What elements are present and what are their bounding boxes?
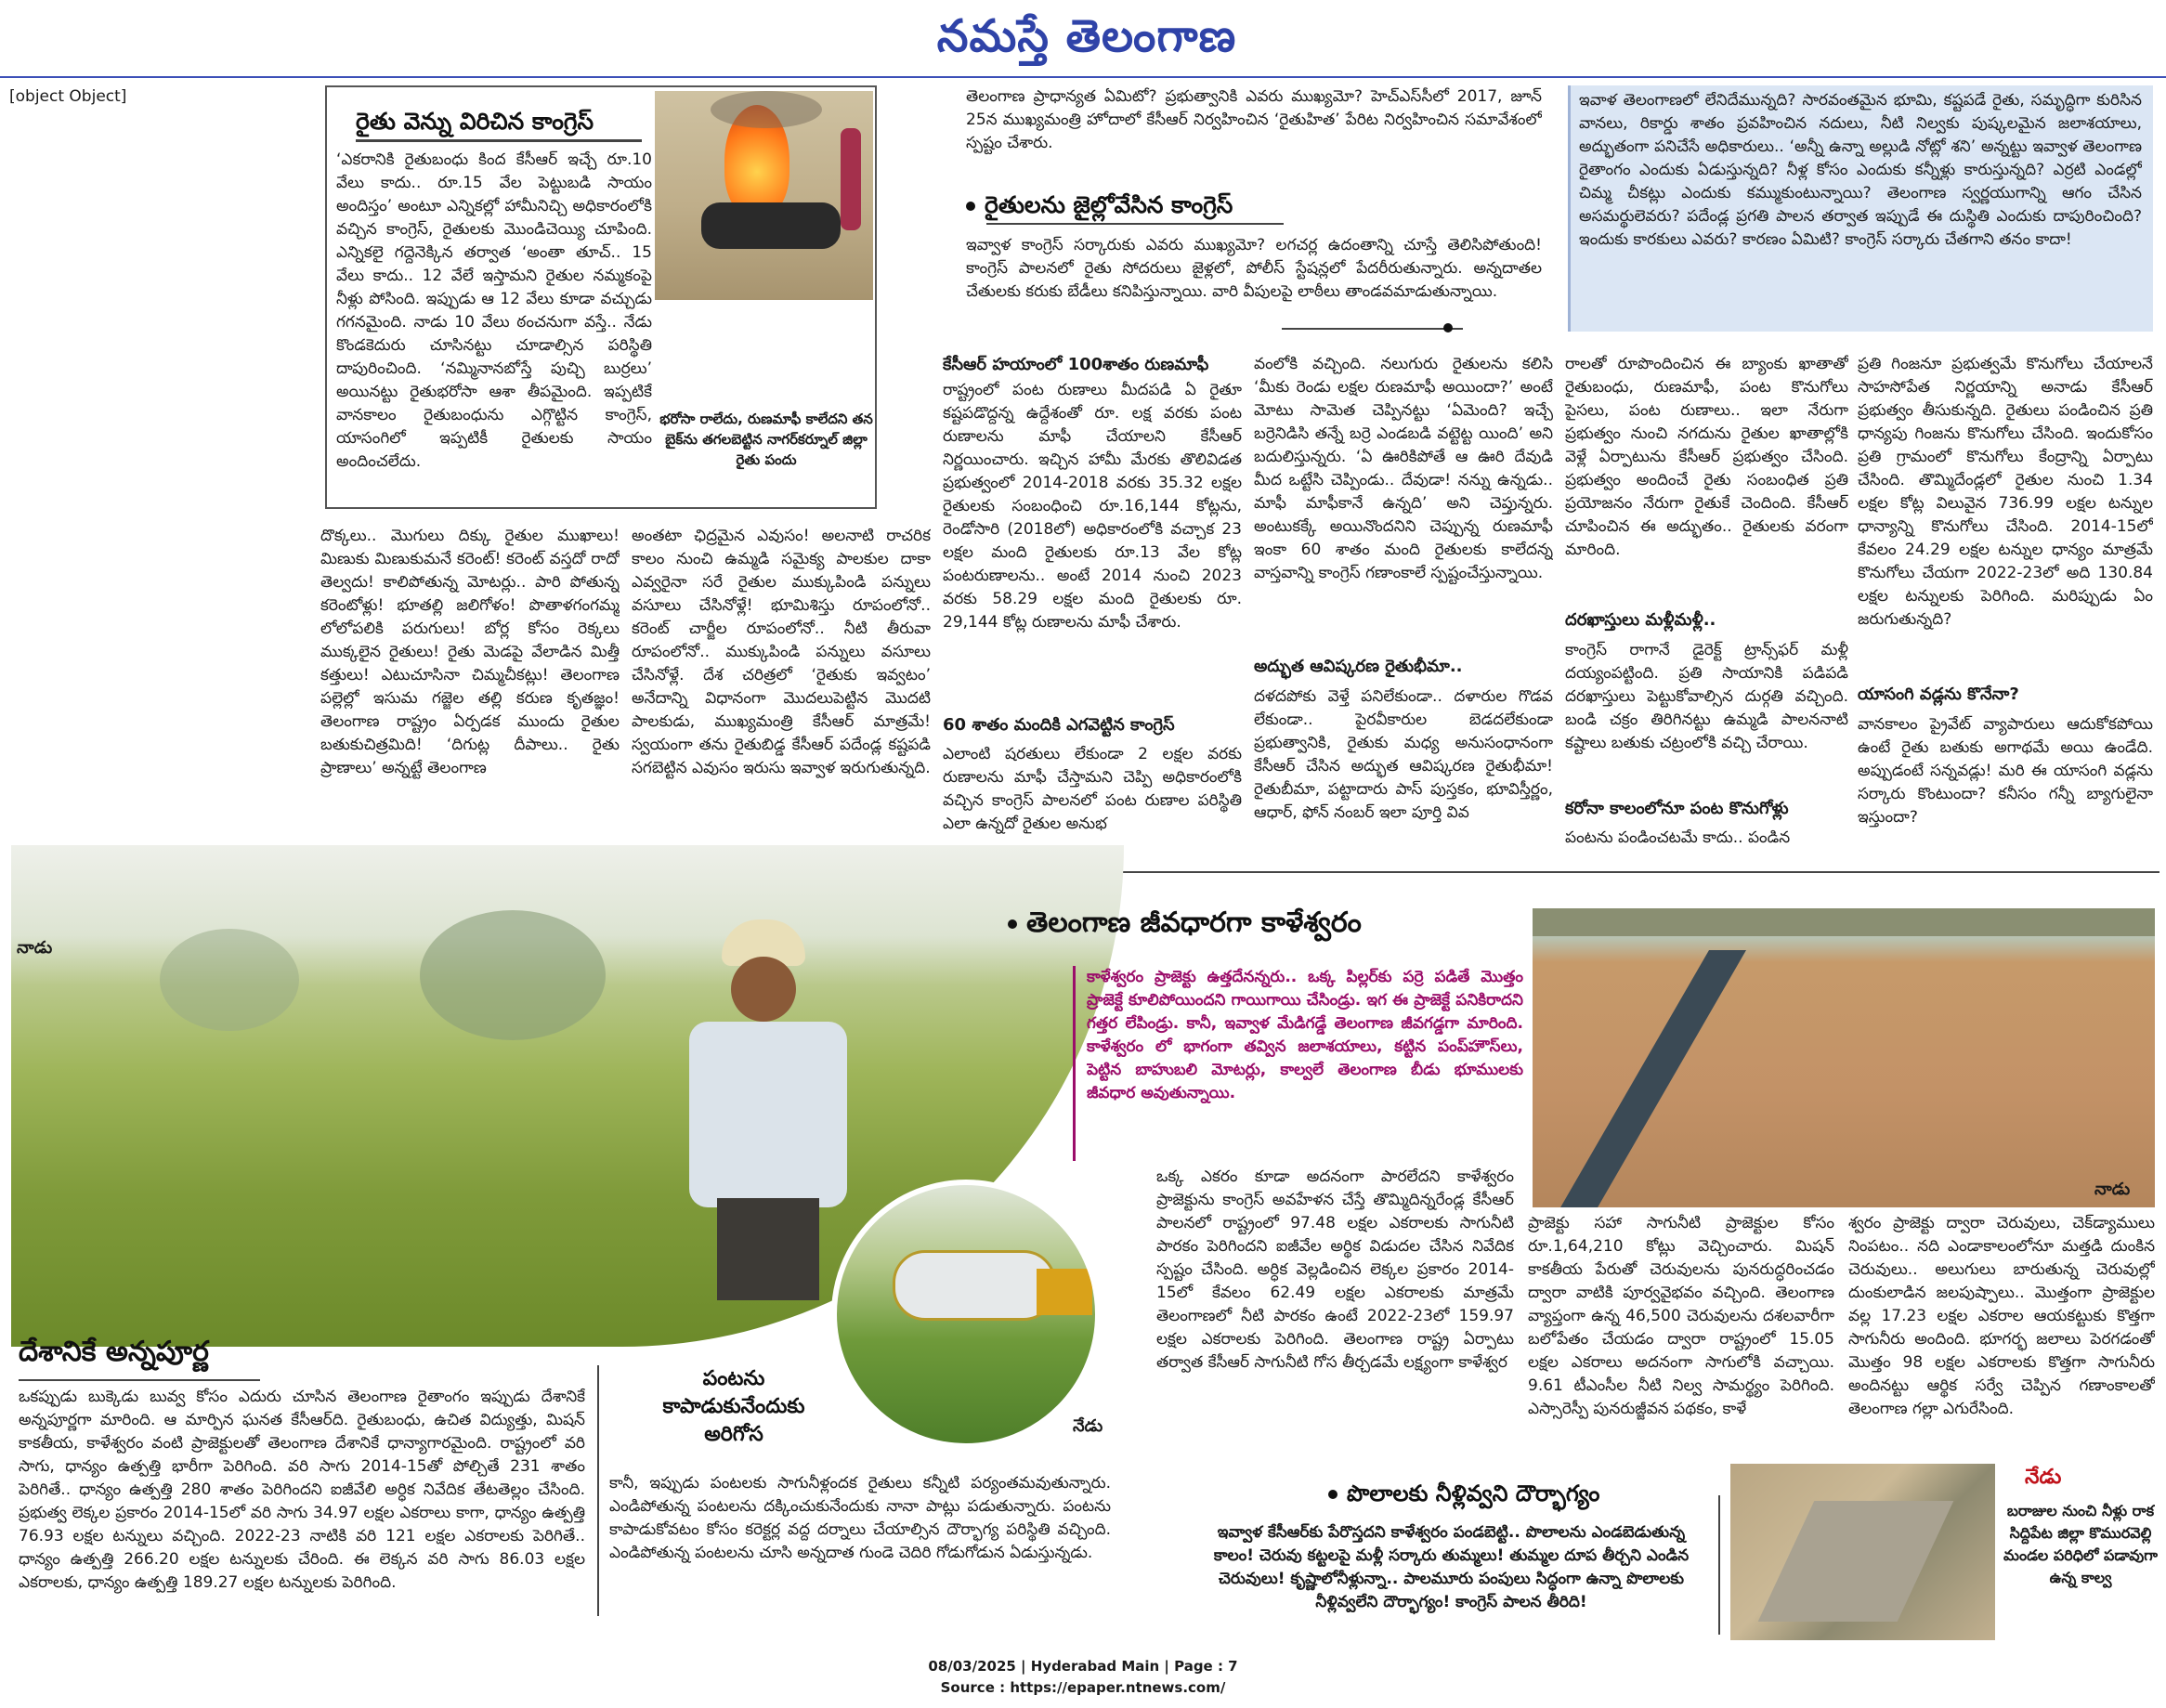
bullet-icon: [966, 202, 975, 211]
story2-end-dot: [1443, 323, 1453, 332]
mid-col4-heading: అద్భుత ఆవిష్కరణ రైతుభీమా..: [1254, 657, 1463, 676]
mid-column-6b: వానకాలం ప్రైవేట్ వ్యాపారులు ఆదుకోకపోయి ఉంటే రైతు బతుకు అగాథమే అయి ఉండేది. అప్పుడంటే సన్నవడ్లు! మరి ఈ యాసంగి వడ్లను సర్కారు కొంటుందా? కనీసం గన్నీ బ్యాగులైనా ఇస్తుందా?: [1858, 715, 2153, 827]
mid-col5-heading-2: కరోనా కాలంలోనూ పంట కొనుగోళ్లు: [1565, 799, 1789, 818]
story1-headline: రైతు వెన్ను విరిచిన కాంగ్రెస్: [356, 108, 594, 135]
story1-body: ‘ఎకరానికి రైతుబంధు కింద కేసీఆర్ ఇచ్చే రూ.10 వేలు కాదు.. రూ.15 వేల పెట్టుబడి సాయం అందిస్తం’ అంటూ ఎన్నికల్లో హామీనిచ్చి అధికారంలోకి వచ్చిన కాంగ్రెస్, రైతులకు మొండిచెయ్యి చూపింది. ఎన్నికలై గద్దెనెక్కిన తర్వాత ‘అంతా తూచ్.. 15 వేలు కాదు.. 12 వేలే ఇస్తామని రైతుల నమ్మకంపై నీళ్లు పోసింది. ఇప్పుడు ఆ 12 వేలు కూడా వచ్చుడు గగనమైంది. నాడు 10 వేలు ఠంచనుగా వస్తే.. నేడు కొండకెదురు చూసినట్టు చూడాల్సిన పరిస్థితి దాపురించింది. ‘నమ్మినానబోస్తే పుచ్చి బుర్రలు’ అయినట్టు రైతుభరోసా ఆశా తీపమైంది. ఇప్పటికే వానకాలం రైతుబంధును ఎగ్గొట్టిన కాంగ్రెస్, యాసంగిలో ఇప్పటికీ రైతులకు సాయం అందించలేదు.: [336, 150, 652, 471]
footer-source: Source : https://epaper.ntnews.com/: [940, 1679, 1226, 1696]
bullet-icon: [1328, 1490, 1337, 1499]
fields-water-body: ఇవ్వాళ కేసీఆర్‌కు పేరొస్తదని కాళేశ్వరం పండబెట్టి.. పొలాలను ఎండబెడుతున్న కాలం! చెరువు కట్టలపై మళ్లీ సర్కారు తుమ్మలు! తుమ్మల దూప తీర్చని ఎండిన చెరువులు! కృష్ణాలోనీళ్లున్నా.. పాలమూరు పంపులు సిద్ధంగా ఉన్నా పొలాలకు నీళ్లివ్వలేని దౌర్భాగ్యం! కాంగ్రెస్ పాలన తీరిది!: [1213, 1523, 1690, 1611]
kaleshwaram-col-1: ఒక్క ఎకరం కూడా అదనంగా పారలేదని కాళేశ్వరం ప్రాజెక్టును కాంగ్రెస్ అవహేళన చేస్తే తొమ్మిదిన్నరేండ్ల కేసీఆర్ పాలనలో రాష్ట్రంలో 97.48 లక్షల ఎకరాలకు సాగునీటి పారకం పెరిగిందని ఐజీవేల అర్థిక విడుదల చేసిన నివేదిక స్పష్టం చేసింది. అర్ధిక వెల్లడించిన లెక్కల ప్రకారం 2014-15లో కేవలం 62.49 లక్షల ఎకరాలకు మాత్రమే తెలంగాణలో నీటి పారకం ఉంటే 2022-23లో 159.97 లక్షల ఎకరాలకు పెరిగింది. తెలంగాణ రాష్ట్ర ఏర్పాటు తర్వాత కేసీఆర్ సాగునీటి గోస తీర్చడమే లక్ష్యంగా కాళేశ్వర: [1156, 1167, 1514, 1372]
bike-shape: [701, 202, 841, 249]
story2-body: ఇవ్వాళ కాంగ్రెస్ సర్కారుకు ఎవరు ముఖ్యమో? లగచర్ల ఉదంతాన్ని చూస్తే తెలిసిపోతుంది! కాంగ్రెస్ పాలనలో రైతు సోదరులు జైళ్లలో, పోలీస్ స్టేషన్లలో పేదరీరుతున్నారు. అన్నదాతల చేతులకు కరుకు బేడీలు కనిపిస్తున్నాయి. వారి వీపులపై లాఠీలు తాండవమాడుతున్నాయి.: [966, 236, 1542, 301]
barrage-structure: [1554, 950, 1746, 1207]
left-bottom-subhead: పంటను కాపాడుకునేందుకు అరిగోస: [662, 1367, 805, 1446]
mid-col3-heading: కేసీఆర్ హయాంలో 100శాతం రుణమాఫీ: [943, 355, 1209, 374]
nedu-label-canal: నేడు: [2025, 1466, 2062, 1489]
masthead-rule: [0, 76, 2166, 78]
shirt-shape: [689, 1022, 847, 1207]
burning-bike-photo: [655, 91, 873, 300]
bullet-icon: [1008, 919, 1017, 929]
mid-column-2: అంతటా ఛిద్రమైన ఎవుసం! అలనాటి రాచరిక కాలం నుంచి ఉమ్మడి సమైక్య పాలకుల దాకా ఎవ్వరైనా సరే రైతుల ముక్కుపిండి పన్నులు వసూలు చేసినోళ్లే! భూమిశిస్తు రూపంలోనో.. కరెంట్ చార్జీల రూపంలోనో.. నీటి తీరువా రూపంలోనో.. ముక్కుపిండి పన్నులు వసూలు చేసినోళ్లే. దేశ చరిత్రలో ‘రైతుకు ఇవ్వటం’ అనేదాన్ని విధానంగా మొదలుపెట్టిన మొదటి పాలకుడు, ముఖ్యమంత్రి కేసీఆర్ మాత్రమే! స్వయంగా తను రైతుబిడ్డ కేసీఆర్ పదేండ్ల కష్టపడి సగబెట్టిన ఎవుసం ఇరుసు ఇవ్వాళ ఇరుగుతున్నది.: [632, 527, 931, 777]
kaleshwaram-lead: కాళేశ్వరం ప్రాజెక్టు ఉత్తదేనన్నరు.. ఒక్క పిల్లర్‌కు పర్రె పడితే మొత్తం ప్రాజెక్టే కూలిపోయిందని గాయిగాయి చేసిండ్రు. ఇగ ఈ ప్రాజెక్టే పనికిరాదని గత్తర లేపిండ్రు. కానీ, ఇవ్వాళ మేడిగడ్డే తెలంగాణ జీవగడ్డగా మారింది. కాళేశ్వరం లో భాగంగా తవ్విన జలాశయాలు, కట్టిన పంప్‌హౌస్‌లు, పెట్టిన బాహుబలి మోటర్లు, కాల్వలే తెలంగాణ బీడు భూములకు జీవధార అవుతున్నాయి.: [1087, 968, 1523, 1102]
left-bottom-headline: దేశానికే అన్నపూర్ణ: [19, 1336, 209, 1368]
masthead: నమస్తే తెలంగాణ: [936, 10, 1237, 62]
left-bottom-rule: [19, 1379, 260, 1381]
shore-shape: [1533, 908, 2155, 936]
mid-column-3b: ఎలాంటి షరతులు లేకుండా 2 లక్షల వరకు రుణాలను మాఫీ చేస్తామని చెప్పి అధికారంలోకి వచ్చిన కాంగ్రెస్ పాలనలో పంట రుణాల పరిస్థితి ఎలా ఉన్నదో రైతుల అనుభ: [943, 745, 1242, 833]
kaleshwaram-vline: [1073, 966, 1076, 1161]
face-shape: [731, 957, 796, 1022]
question-box-text: ఇవాళ తెలంగాణలో లేనిదేమున్నది? సారవంతమైన భూమి, కష్టపడే రైతు, సమృద్ధిగా కురిసిన వానలు, రికార్డు శాతం ప్రవహించిన నదులు, నీటి నిల్వకు పుష్కలమైన జలాశయాలు, అద్భుతంగా పనిచేసే అధికారులు.. ‘అన్నీ ఉన్నా అల్లుడి నోట్లో శని’ అన్నట్టు ఇవ్వాళ తెలంగాణ రైతాంగం ఎందుకు ఏడుస్తున్నది? నీళ్ల కోసం ఎందుకు కన్నీళ్లు కారుస్తున్నది? ఎర్రటి ఎండల్లో చిమ్మ చీకట్లు ఎందుకు కమ్ముకుంటున్నాయి? తెలంగాణ స్వర్ణయుగాన్ని ఆగం చేసిన అసమర్థులెవరు? పదేండ్ల ప్రగతి పాలన తర్వాత ఇప్పుడే ఈ దుస్థితి ఎందుకు దాపురించింది? ఇందుకు కారకులు ఎవరు? కారణం ఏమిటి? కాంగ్రెస్ సర్కారు చేతగాని తనం కాదా!: [1579, 91, 2142, 249]
column-1: [object Object]: [9, 87, 127, 106]
mid-column-1: దొక్కలు.. మొగులు దిక్కు రైతుల ముఖాలు! మిణుకు మిణుకుమనే కరెంట్! కరెంట్ వస్తదో రాదో తెల్వదు! కాలిపోతున్న మోటర్లు.. పారి పోతున్న కరెంటోళ్లు! భూతల్లి జలిగోళం! పొతాళగంగమ్మ లోలోపలికి పరుగులు! బోర్ల కోసం రెక్కలు ముక్కలైన రైతులు! రైతు మెడపై వేలాడిన మిత్తీ కత్తులు! ఎటుచూసినా చిమ్మచీకట్లు! తెలంగాణ పల్లెల్లో ఇసుమ గజ్జెల తల్లి కరుణ కృతజ్ఞం! తెలంగాణ రాష్ట్రం ఏర్పడక ముందు రైతుల బతుకుచిత్రమిది! ‘దిగుట్ల దీపాలు.. రైతు ప్రాణాలు’ అన్నట్టే తెలంగాణ: [320, 527, 620, 777]
kaleshwaram-headline-text: తెలంగాణ జీవధారగా కాళేశ్వరం: [1026, 906, 1362, 939]
mid-column-5c: పంటను పండించటమే కాదు.. పండిన: [1565, 828, 1791, 847]
footer-date: 08/03/2025 | Hyderabad Main | Page : 7: [928, 1658, 1238, 1675]
mid-col6-heading: యాసంగి వడ్లను కొనేనా?: [1858, 685, 2019, 704]
burning-bike-caption: భరోసా రాలేదు, రుణమాఫీ కాలేదని తన బైక్‌ను తగలబెట్టిన నాగర్‌కర్నూల్ జిల్లా రైతు పందు: [659, 411, 873, 468]
left-bottom-sub-body: కానీ, ఇప్పుడు పంటలకు సాగునీళ్లందక రైతులు కన్నీటి పర్యంతమవుతున్నారు. ఎండిపోతున్న పంటలను దక్కించుకునేందుకు నానా పాట్లు పడుతున్నారు. పంటను కాపాడుకోవటం కోసం కరెక్టర్ల వద్ద దర్నాలు చేయాల్సిన దౌర్భాగ్య పరిస్థితి వచ్చింది. ఎండిపోతున్న పంటలను చూసి అన్నదాత గుండె చెదిరి గోడుగోడున ఏడుస్తున్నడు.: [609, 1474, 1111, 1562]
dry-canal-photo: [1730, 1464, 1995, 1640]
mid-column-4b: దళదపోకు వెళ్తే పనిలేకుండా.. దళారుల గొడవ లేకుండా.. పైరవీకారుల బెడదలేకుండా ప్రభుత్వానికి, రైతుకు మధ్య అనుసంధానంగా కేసీఆర్ చేసిన అద్భుత ఆవిష్కరణ రైతుభీమా! రైతుబీమా, పట్టాదారు పాస్ పుస్తకం, భూవిస్తీర్ణం, ఆధార్, ఫోన్ నంబర్ ఇలా పూర్తి వివ: [1254, 687, 1553, 822]
tractor-shape: [1037, 1269, 1092, 1315]
kaleshwaram-col-3: శ్వరం ప్రాజెక్టు ద్వారా చెరువులు, చెక్‌డ్యాములు నింపటం.. నది ఎండాకాలంలోనూ మత్తడి దుంకిన చెరువులు.. అలుగులు బారుతున్న చెరువుల్లో దుంకులాడిన జలపుష్పాలు.. మొత్తంగా ప్రాజెక్టుల వల్ల 17.23 లక్షల ఎకరాల ఆయకట్టుకు కొత్తగా సాగునీరు అందింది. భూగర్భ జలాలు పెరగడంతో మొత్తం 98 లక్షల ఎకరాలకు కొత్తగా సాగునీరు అందినట్టు ఆర్థిక సర్వే చెప్పిన గణాంకాలతో తెలంగాణ గల్లా ఎగురేసింది.: [1848, 1214, 2155, 1418]
tree-shape: [420, 910, 606, 1040]
left-bottom-vline: [597, 1365, 599, 1616]
mid-column-6: ప్రతి గింజనూ ప్రభుత్వమే కొనుగోలు చేయాలనే సాహసోపేత నిర్ణయాన్ని అనాడు కేసీఆర్ ప్రభుత్వం తీసుకున్నది. రైతులు పండించిన ప్రతి ధాన్యపు గింజను కొనుగోలు చేసింది. ఇందుకోసం ప్రతి గ్రామంలో కొనుగోలు కేంద్రాన్ని ఏర్పాటు చేసింది. తొమ్మిదేండ్లలో రైతుల నుంచి 1.34 లక్షల కోట్ల విలువైన 736.99 లక్షల టన్నుల ధాన్యాన్ని కొనుగోలు చేసింది. 2014-15లో కేవలం 24.29 లక్షల టన్నుల ధాన్యం మాత్రమే కొనుగోలు చేయగా 2022-23లో అది 130.84 లక్షల టన్నులకు పెరిగింది. మరిప్పుడు ఏం జరుగుతున్నది?: [1858, 355, 2153, 629]
naadu-label-left: నాడు: [17, 938, 53, 958]
naadu-label-barrage: నాడు: [2094, 1180, 2131, 1199]
barrage-photo: [1533, 908, 2155, 1207]
story2-end-rule: [1282, 328, 1463, 330]
farmer-figure: [680, 919, 856, 1300]
mid-column-3: రాష్ట్రంలో పంట రుణాలు మీదపడి ఏ రైతూ కష్టపడొద్దన్న ఉద్దేశంతో రూ. లక్ష వరకు పంట రుణాలను మాఫీ చేయాలని కేసీఆర్ నిర్ణయించారు. ఇచ్చిన హామీ మేరకు తొలివిడత ప్రభుత్వంలో 2014-2018 వరకు 35.32 లక్షల రైతులకు సంబంధించి రూ.16,144 కోట్లను, రెండోసారి (2018లో) అధికారంలోకి వచ్చాక 23 లక్షల మంది రైతులకు రూ.13 వేల కోట్ల పంటరుణాలను.. అంటే 2014 నుంచి 2023 వరకు 58.29 లక్షల మంది రైతులకు రూ. 29,144 కోట్ల రుణాలను మాఫీ చేశారు.: [943, 381, 1242, 632]
tanker-shape: [893, 1250, 1056, 1321]
person-shape: [841, 128, 861, 230]
mid-col5-heading: దరఖాస్తులు మళ్లీమళ్లీ..: [1565, 610, 1716, 630]
fields-water-headline-text: పొలాలకు నీళ్లివ్వని దౌర్భాగ్యం: [1347, 1480, 1600, 1506]
mid-col3-heading-2: 60 శాతం మందికి ఎగవెట్టిన కాంగ్రెస్: [943, 715, 1175, 735]
story2-headline-text: రైతులను జైల్లోవేసిన కాంగ్రెస్: [985, 191, 1233, 218]
mid-column-5b: కాంగ్రెస్ రాగానే డైరెక్ట్ ట్రాన్స్‌ఫర్ మళ్లీ దయ్యంపట్టింది. ప్రతి సాయానికి పడిపడి దరఖాస్తులు పెట్టుకోవాల్సిన దుర్గతి వచ్చింది. బండి చక్రం తిరిగినట్టు ఉమ్మడి పాలననాటి కష్టాలు బతుకు చట్రంలోకి వచ్చి చేరాయి.: [1565, 641, 1848, 752]
nedu-label-left: నేడు: [1073, 1416, 1103, 1436]
story2-headline-rule: [986, 223, 1284, 225]
smoke-shape: [711, 91, 822, 128]
canal-shape: [1758, 1501, 1954, 1622]
mid-column-5: రాలతో రూపొందించిన ఈ బ్యాంకు ఖాతాతో రైతుబంధు, రుణమాఫీ, పంట కొనుగోలు పైసలు, పంట రుణాలు.. ఇలా నేరుగా ప్రభుత్వం నుంచి నగదును రైతుల ఖాతాల్లోకి వెళ్లే ఏర్పాటును కేసీఆర్ ప్రభుత్వం చేసింది. ప్రభుత్వం అందించే రైతు సంబంధిత ప్రతి ప్రయోజనం నేరుగా రైతుకే చెందింది. కేసీఆర్ చూపించిన ఈ అద్భుతం.. రైతులకు వరంగా మారింది.: [1565, 355, 1848, 559]
fields-water-vline: [1718, 1495, 1720, 1635]
kaleshwaram-col-2: ప్రాజెక్టు సహా సాగునీటి ప్రాజెక్టుల కోసం రూ.1,64,210 కోట్లు వెచ్చించారు. మిషన్ కాకతీయ పేరుతో చెరువులను పునరుద్ధరించడం ద్వారా వాటికి పూర్వవైభవం వచ్చింది. తెలంగాణ వ్యాప్తంగా ఉన్న 46,500 చెరువులను దశలవారీగా బలోపేతం చేయడం ద్వారా రాష్ట్రంలో 15.05 లక్షల ఎకరాలు అదనంగా సాగులోకి వచ్చాయి. 9.61 టీఎంసీల నీటి నిల్వ సామర్థ్యం పెరిగింది. ఎస్సారెస్పీ పునరుజ్జీవన పథకం, కాళే: [1528, 1214, 1834, 1418]
tree-shape: [160, 929, 299, 1031]
mid-column-4: వంలోకి వచ్చింది. నలుగురు రైతులను కలిసి ‘మీకు రెండు లక్షల రుణమాఫీ అయిందా?’ అంటే మోటు సామెత చెప్పినట్టు ‘ఏమెంది? ఇచ్చే బర్రెనిడిసి తన్నే బర్రె ఎండబడి వట్టెట్ట యింది’ అని బదులిస్తున్నరు. ‘ఏ ఊరికిపోతే ఆ ఊరి దేవుడి మీద ఒట్టేసి చెప్పిండు.. దేవుడా! నన్ను ఉన్నడు.. మాఫీ మాఫీకానే ఉన్నది’ అని చెప్తున్నరు. అంటుకక్కే అయినొందనిని చెప్పున్న రుణమాఫీ ఇంకా 60 శాతం మంది రైతులకు కాలేదన్న వాస్తవాన్ని కాంగ్రెస్ గణాంకాలే స్పష్టంచేస్తున్నాయి.: [1254, 355, 1553, 582]
tanker-field-photo: [831, 1180, 1101, 1449]
fields-water-headline: [1328, 1479, 1737, 1508]
dry-canal-caption: బరాజుల నుంచి నీళ్లు రాక సిద్దిపేట జిల్లా కొమురవెల్లి మండల పరిధిలో పడావుగా ఉన్న కాల్వ: [2003, 1502, 2158, 1586]
kaleshwaram-headline: [1008, 908, 1528, 938]
story2-lead: తెలంగాణ ప్రాధాన్యత ఏమిటో? ప్రభుత్వానికి ఎవరు ముఖ్యమో? హెచ్‌ఎస్‌సీలో 2017, జూన్ 25న ముఖ్యమంత్రి హోదాలో కేసీఆర్ నిర్వహించిన ‘రైతుహిత’ పేరిట నిర్వహించిన సమావేశంలో స్పష్టం చేశారు.: [966, 87, 1542, 152]
story2-headline: [966, 190, 1486, 220]
trousers-shape: [717, 1198, 819, 1300]
story1-headline-rule: [356, 139, 642, 142]
left-bottom-body: ఒకప్పుడు బుక్కెడు బువ్వ కోసం ఎదురు చూసిన తెలంగాణ రైతాంగం ఇప్పుడు దేశానికే అన్నపూర్ణగా మారింది. ఆ మార్పిన ఘనత కేసీఆర్‌ది. రైతుబంధు, ఉచిత విద్యుత్తు, మిషన్ కాకతీయ, కాళేశ్వరం వంటి ప్రాజెక్టులతో తెలంగాణ దేశానికే ధాన్యాగారమైంది. రాష్ట్రంలో వరి సాగు, ధాన్యం ఉత్పత్తి భారీగా పెరిగింది. వరి సాగు 2014-15తో పోల్చితే 231 శాతం పెరిగితే.. ధాన్యం ఉత్పత్తి 280 శాతం పెరిగిందని ఐజీవేలి అర్ధిక నివేదిక తేటతెల్లం చేసింది. ప్రభుత్వ లెక్కల ప్రకారం 2014-15లో వరి సాగు 34.97 లక్షల ఎకరాలు కాగా, ధాన్యం ఉత్పత్తి 76.93 లక్షల టన్నులు వచ్చింది. 2022-23 నాటికి వరి 121 లక్షల ఎకరాలకు పెరిగితే.. ధాన్యం ఉత్పత్తి 266.20 లక్షల టన్నులకు చేరింది. ఈ లెక్కన వరి సాగు 86.03 లక్షల ఎకరాలకు, ధాన్యం ఉత్పత్తి 189.27 లక్షల టన్నులకు పెరిగింది.: [19, 1388, 585, 1592]
